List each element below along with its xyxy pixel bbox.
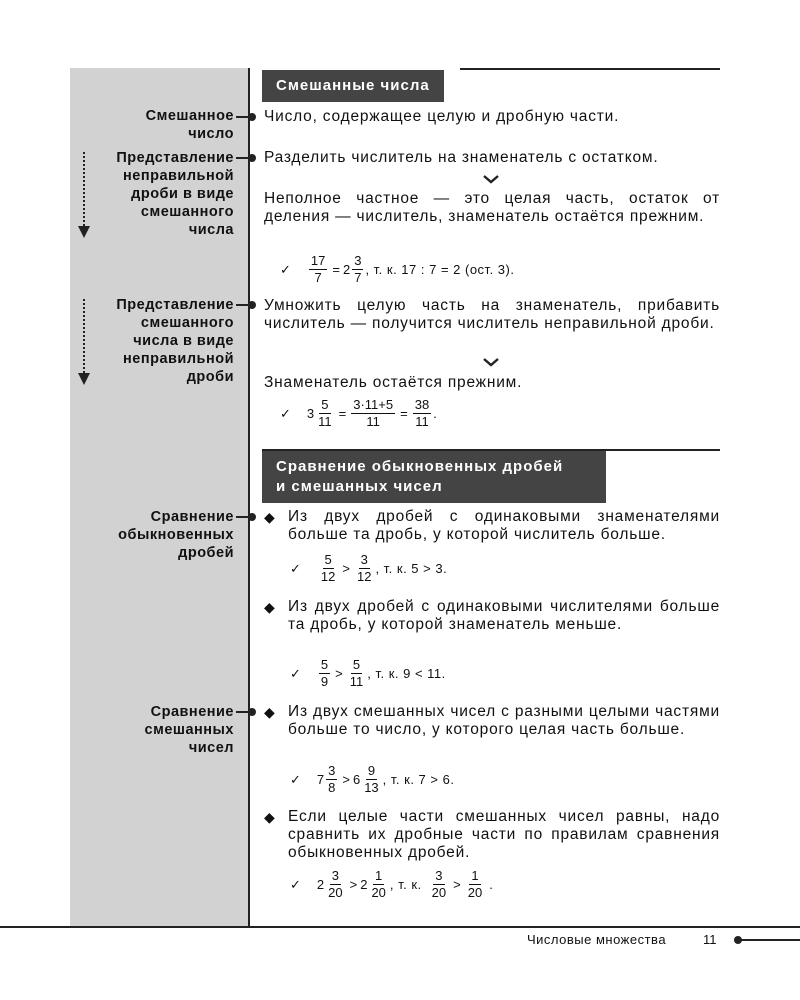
fraction: $\frac{5}{9}$ (320, 657, 329, 689)
term-connector (236, 112, 256, 122)
section-heading-mixed: Смешанные числа (262, 70, 444, 102)
term-connector (236, 512, 256, 522)
example-formula: ✓ 7 $\frac{3}{8}$ > 6 $\frac{9}{13}$ , т. к. 7 > 6. (290, 763, 455, 795)
bottom-rule (0, 926, 800, 928)
chevron-down-icon (483, 358, 499, 367)
step-text: Неполное частное — это целая часть, остаток от деления — числитель, знаменатель остаётся прежним. (264, 190, 720, 225)
footer-title: Числовые множества (527, 932, 667, 947)
term-connector (236, 707, 256, 717)
rule-text: Из двух дробей с одинаковыми числителями больше та дробь, у которой знаменатель меньше. (288, 598, 720, 633)
term-mixed-number: Смешанное число (145, 108, 234, 142)
fraction: $\frac{3}{8}$ (328, 763, 336, 795)
check-icon: ✓ (290, 560, 301, 576)
fraction: $\frac{5}{11}$ (349, 657, 364, 689)
fraction: $\frac{1}{20}$ (467, 868, 483, 900)
term-improper-to-mixed: Представление неправильной дроби в виде смешанного числа (116, 150, 234, 238)
check-icon: ✓ (280, 405, 291, 421)
bullet-icon: ◆ (264, 704, 275, 720)
step-text: Умножить целую часть на знаменатель, прибавить числитель — получится числитель неправильной дроби. (264, 297, 720, 332)
fraction: $\frac{3}{12}$ (356, 552, 372, 584)
term-connector (236, 300, 256, 310)
section-heading-compare: Сравнение обыкновенных дробей и смешанных чисел (262, 451, 606, 503)
check-icon: ✓ (290, 771, 301, 787)
fraction: $\frac{17}{7}$ (310, 253, 326, 285)
rule-text: Из двух дробей с одинаковыми знаменателями больше та дробь, у которой числитель больше. (288, 508, 720, 543)
check-icon: ✓ (280, 261, 291, 277)
fraction: $\frac{3}{20}$ (328, 868, 343, 900)
fraction: $\frac{5}{12}$ (320, 552, 336, 584)
bullet-icon: ◆ (264, 809, 275, 825)
footer-rule (740, 939, 800, 941)
step-text: Разделить числитель на знаменатель с остатком. (264, 149, 659, 166)
bullet-icon: ◆ (264, 509, 275, 525)
example-formula: ✓ 2 $\frac{3}{20}$ > 2 $\frac{1}{20}$ , т. к. $\frac{3}{20}$ > $\frac{1}{20}$ . (290, 868, 493, 900)
fraction: $\frac{3}{7}$ (354, 253, 362, 285)
term-compare-mixed: Сравнение смешанных чисел (144, 704, 234, 756)
definition-text: Число, содержащее целую и дробную части. (264, 108, 620, 125)
bullet-icon: ◆ (264, 599, 275, 615)
fraction: $\frac{5}{11}$ (318, 397, 332, 429)
example-formula: ✓ $\frac{5}{12}$ > $\frac{3}{12}$ , т. к. 5 > 3. (290, 552, 448, 584)
fraction: $\frac{1}{20}$ (371, 868, 386, 900)
page-number: 11 (703, 932, 717, 947)
fraction: $\frac{3\cdot 11+5}{11}$ (353, 397, 394, 429)
fraction: $\frac{3}{20}$ (431, 868, 447, 900)
chevron-down-icon (483, 175, 499, 184)
example-formula: ✓ $\frac{5}{9}$ > $\frac{5}{11}$ , т. к. 9 < 11. (290, 657, 446, 689)
fraction: $\frac{9}{13}$ (364, 763, 379, 795)
top-rule (460, 68, 720, 70)
check-icon: ✓ (290, 665, 301, 681)
vertical-divider (248, 68, 250, 926)
rule-text: Из двух смешанных чисел с разными целыми частями больше то число, у которого целая часть больше. (288, 703, 720, 738)
step-text: Знаменатель остаётся прежним. (264, 374, 523, 391)
term-mixed-to-improper: Представление смешанного числа в виде неправильной дроби (116, 297, 234, 385)
fraction: $\frac{38}{11}$ (414, 397, 430, 429)
term-compare-fractions: Сравнение обыкновенных дробей (118, 509, 234, 561)
example-formula: ✓ 3 $\frac{5}{11}$ = $\frac{3\cdot 11+5}{11}$ = $\frac{38}{11}$ . (280, 397, 437, 429)
rule-text: Если целые части смешанных чисел равны, надо сравнить их дробные части по правилам сравнения обыкновенных дробей. (288, 808, 720, 861)
check-icon: ✓ (290, 876, 301, 892)
term-connector (236, 153, 256, 163)
example-formula: ✓ $\frac{17}{7}$ = 2 $\frac{3}{7}$ , т. к. 17 : 7 = 2 (ост. 3). (280, 253, 515, 285)
